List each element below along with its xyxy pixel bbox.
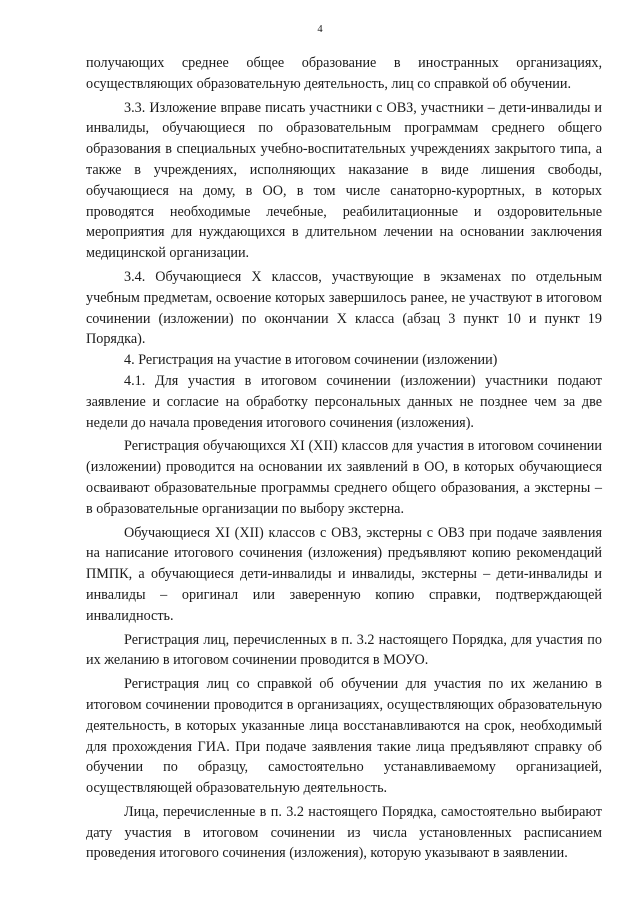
paragraph-ovz-students: Обучающиеся XI (XII) классов с ОВЗ, экстерны с ОВЗ при подаче заявления на написание итогового сочинения (изложения) предъявляют копию рекомендаций ПМПК, а обучающиеся дети-инвалиды и инвалиды, экстерны – дети-инвалиды и инвалиды – оригинал или заверенную копию справки, подтверждающей инвалидность.	[86, 524, 602, 624]
paragraph-registration-students: Регистрация обучающихся XI (XII) классов для участия в итоговом сочинении (изложении) проводится на основании их заявлений в ОО, в которых обучающиеся осваивают образовательные программы среднего общего образования, а экстерны – в образовательные организации по выбору экстерна.	[86, 438, 602, 517]
paragraph-3-4: 3.4. Обучающиеся X классов, участвующие в экзаменах по отдельным учебным предметам, освоение которых завершилось ранее, не участвуют в итоговом сочинении (изложении) по окончании X класса (абзац 3 пункт 10 и пункт 19 Порядка).	[86, 268, 602, 348]
paragraph-certificate-holders: Регистрация лиц со справкой об обучении для участия по их желанию в итоговом сочинении проводится в организациях, осуществляющих образовательную деятельность, в которых указанные лица восстанавливаются на срок, необходимый для прохождения ГИА. При подаче заявления такие лица предъявляют справку об обучении по образцу, самостоятельно устанавливаемому организацией, осуществляющей образовательную деятельность.	[86, 676, 602, 797]
section-heading-4: 4. Регистрация на участие в итоговом сочинении (изложении)	[124, 352, 498, 369]
paragraph-continuation: получающих среднее общее образование в иностранных организациях, осуществляющих образовательную деятельность, лиц со справкой об обучении.	[86, 55, 602, 92]
paragraph-4-1: 4.1. Для участия в итоговом сочинении (изложении) участники подают заявление и согласие на обработку персональных данных не позднее чем за две недели до начала проведения итогового сочинения (изложения).	[86, 372, 602, 431]
document-body	[86, 53, 602, 864]
paragraph-date-selection: Лица, перечисленные в п. 3.2 настоящего Порядка, самостоятельно выбирают дату участия в итоговом сочинении из числа установленных расписанием проведения итогового сочинения (изложения), которую указывают в заявлении.	[86, 803, 602, 862]
paragraph-3-3: 3.3. Изложение вправе писать участники с ОВЗ, участники – дети-инвалиды и инвалиды, обучающиеся по образовательным программам среднего общего образования в специальных учебно-воспитательных учреждениях закрытого типа, а также в учреждениях, исполняющих наказание в виде лишения свободы, обучающиеся на дому, в ОО, в том числе санаторно-курортных, в которых проводятся необходимые лечебные, реабилитационные и оздоровительные мероприятия для нуждающихся в длительном лечении на основании заключения медицинской организации.	[86, 99, 602, 262]
page-number: 4	[317, 24, 323, 35]
paragraph-registration-3-2: Регистрация лиц, перечисленных в п. 3.2 настоящего Порядка, для участия по их желанию в итоговом сочинении проводится в МОУО.	[86, 631, 602, 669]
